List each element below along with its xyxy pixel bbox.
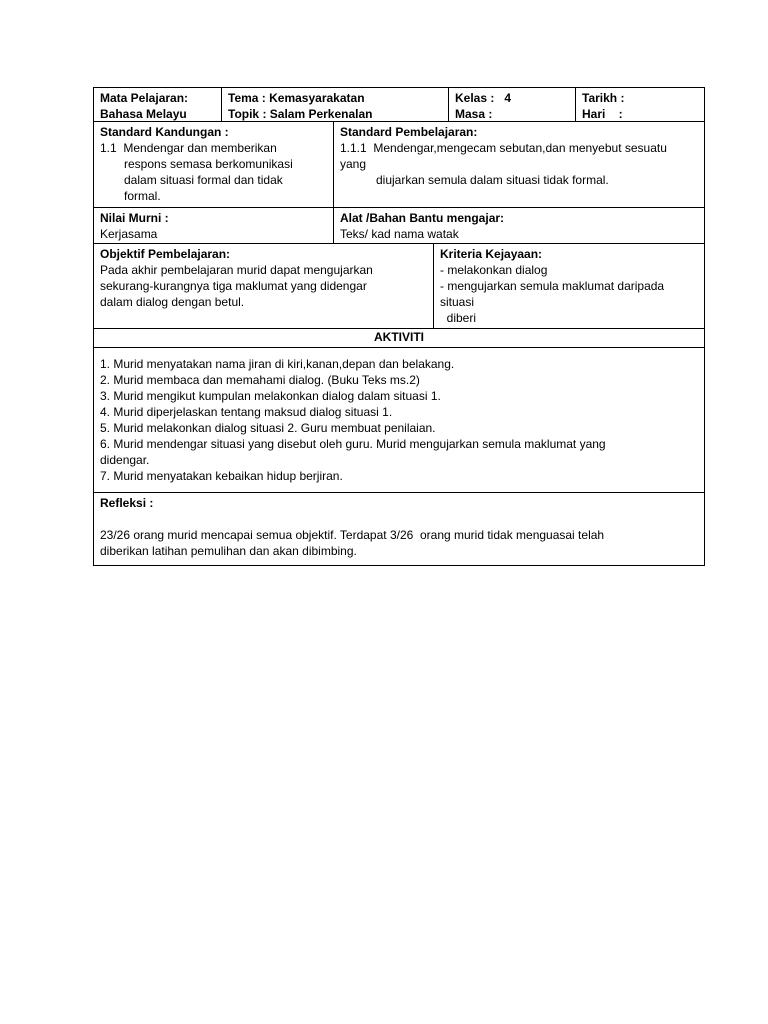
content-standard-cell <box>94 122 333 207</box>
moral-values-value: Kerjasama <box>100 227 158 241</box>
standard-row <box>93 122 705 208</box>
day-text: Hari : <box>582 107 623 121</box>
objective-line: sekurang-kurangnya tiga maklumat yang didengar <box>100 279 367 293</box>
activity-title: AKTIVITI <box>374 330 424 344</box>
activity-title-row <box>93 329 705 348</box>
activity-list <box>94 348 704 492</box>
theme-text: Tema : Kemasyarakatan <box>228 91 365 105</box>
reflection-line: diberikan latihan pemulihan dan akan dibimbing. <box>100 544 357 558</box>
subject-cell <box>94 88 221 121</box>
moral-values-label: Nilai Murni : <box>100 211 169 225</box>
theme-cell <box>221 88 448 121</box>
learning-standard-cell <box>333 122 704 207</box>
activity-item: 2. Murid membaca dan memahami dialog. (Buku Teks ms.2) <box>100 373 420 387</box>
learning-standard-label: Standard Pembelajaran: <box>340 125 478 139</box>
success-criteria-line: - melakonkan dialog <box>440 263 548 277</box>
moral-values-cell <box>94 208 333 243</box>
content-standard-line: dalam situasi formal dan tidak <box>124 173 283 187</box>
date-text: Tarikh : <box>582 91 625 105</box>
reflection-line: 23/26 orang murid mencapai semua objektif. Terdapat 3/26 orang murid tidak menguasai telah <box>100 528 605 542</box>
header-row <box>93 87 705 122</box>
subject-label: Mata Pelajaran: <box>100 91 189 105</box>
class-text: Kelas : 4 <box>455 91 512 105</box>
activity-item: 3. Murid mengikut kumpulan melakonkan dialog dalam situasi 1. <box>100 389 441 403</box>
reflection-row <box>93 493 705 566</box>
activity-item: 7. Murid menyatakan kebaikan hidup berjiran. <box>100 469 343 483</box>
content-standard-line: formal. <box>124 189 161 203</box>
date-cell <box>575 88 704 121</box>
reflection-spacer <box>100 511 698 527</box>
time-text: Masa : <box>455 107 493 121</box>
content-standard-line: 1.1 Mendengar dan memberikan <box>100 141 277 155</box>
objective-row <box>93 244 705 329</box>
success-criteria-line: diberi <box>440 311 477 325</box>
activity-item: 4. Murid diperjelaskan tentang maksud dialog situasi 1. <box>100 405 393 419</box>
activity-item: 6. Murid mendengar situasi yang disebut oleh guru. Murid mengujarkan semula maklumat yang <box>100 437 606 451</box>
content-standard-line: respons semasa berkomunikasi <box>124 157 293 171</box>
lesson-plan-table <box>93 87 705 566</box>
activity-item: 1. Murid menyatakan nama jiran di kiri,kanan,depan dan belakang. <box>100 357 455 371</box>
activity-row <box>93 348 705 493</box>
reflection-cell <box>94 493 704 565</box>
values-row <box>93 208 705 244</box>
success-criteria-line: - mengujarkan semula maklumat daripada <box>440 279 665 293</box>
objective-line: Pada akhir pembelajaran murid dapat mengujarkan <box>100 263 373 277</box>
content-standard-label: Standard Kandungan : <box>100 125 229 139</box>
reflection-label: Refleksi : <box>100 496 154 510</box>
teaching-aids-value: Teks/ kad nama watak <box>340 227 459 241</box>
activity-item: didengar. <box>100 453 150 467</box>
teaching-aids-cell <box>333 208 704 243</box>
activity-item: 5. Murid melakonkan dialog situasi 2. Guru membuat penilaian. <box>100 421 436 435</box>
subject-value: Bahasa Melayu <box>100 107 187 121</box>
teaching-aids-label: Alat /Bahan Bantu mengajar: <box>340 211 505 225</box>
learning-standard-line: yang <box>340 157 367 171</box>
objective-label: Objektif Pembelajaran: <box>100 247 231 261</box>
learning-standard-line: 1.1.1 Mendengar,mengecam sebutan,dan menyebut sesuatu <box>340 141 667 155</box>
success-criteria-cell <box>433 244 704 328</box>
learning-standard-line: diujarkan semula dalam situasi tidak formal. <box>376 173 609 187</box>
success-criteria-line: situasi <box>440 295 475 309</box>
success-criteria-label: Kriteria Kejayaan: <box>440 247 543 261</box>
class-cell <box>448 88 575 121</box>
topic-text: Topik : Salam Perkenalan <box>228 107 373 121</box>
objective-line: dalam dialog dengan betul. <box>100 295 245 309</box>
objective-cell <box>94 244 433 328</box>
